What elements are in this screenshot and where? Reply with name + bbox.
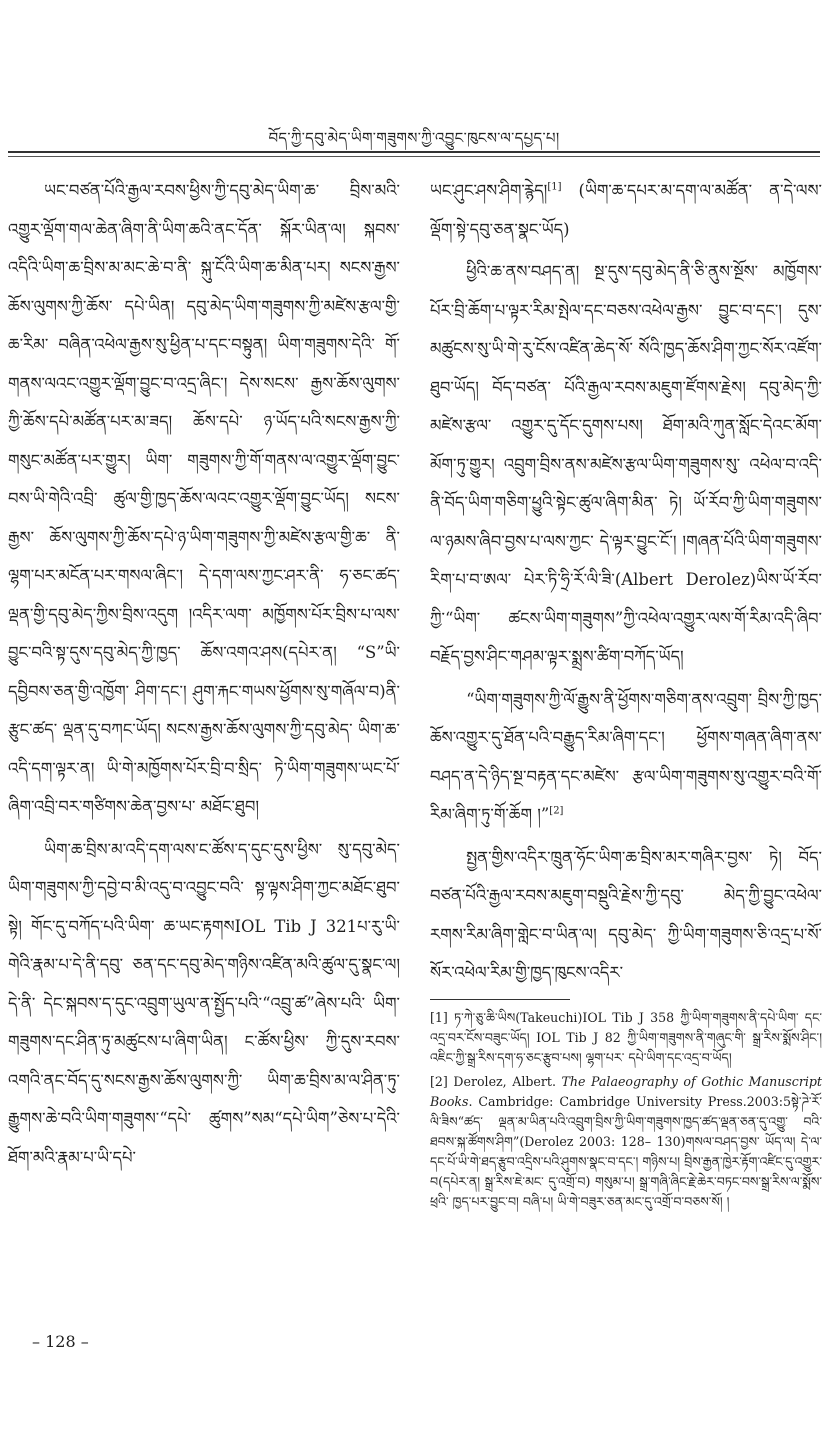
body-paragraph: ཡིག་ཆ་བྲིས་མ་འདི་དག་ལས་ང་ཚོས་ད་དུང་དུས་ཕྱིས་ སུ་དབུ་མེད་ཡིག་གཟུགས་ཀྱི་དབྱེ་བ་མི་འདུ་བ་འབྱུང་བའི་ སྟ་ལྟས་ཤིག་ཀྱང་མཐོང་ཐུབ་སྟེ། གོང་དུ་བཀོད་པའི་ཡིག་ ཆ་ཡང་རྟགསIOL Tib J 321པ་རུ་ཡི་གེའི་རྣམ་པ་དེ་ནི་དབུ་ ཅན་དང་དབུ་མེད་གཉིས་འཛིན་མའི་ཚུལ་དུ་སྣང་ལ། དེ་ནི་ དེང་སྐབས་ད་དུང་འབྲུག་ཡུལ་ན་སྤྱོད་པའི་“འབྲུ་ཚ”ཞེས་པའི་ ཡིག་གཟུགས་དང་ཤིན་ཏུ་མཚུངས་པ་ཞིག་ཡིན། ང་ཚོས་ཕྱིས་ ཀྱི་དུས་རབས་འགའི་ནང་བོད་དུ་སངས་རྒྱས་ཆོས་ལུགས་ཀྱི་ ཡིག་ཆ་བྲིས་མ་ལ་ཤིན་ཏུ་རྒྱུགས་ཆེ་བའི་ཡིག་གཟུགས་“དཔེ་ ཚུགས”སམ“དཔེ་ཡིག”ཅེས་པ་དེའི་ཐོག་མའི་རྣམ་པ་ཡི་དཔེ་	[8, 839, 400, 1167]
footnote-rule	[430, 999, 570, 1000]
page-number: – 128 –	[32, 1332, 89, 1351]
body-paragraph: སྤྱན་གྱིས་འདིར་ཁྲུན་ཧོང་ཡིག་ཆ་བྲིས་མར་གཞིར་བྱས་ ཏེ། བོད་བཙན་པོའི་རྒྱལ་རབས་མཇུག་བསྡུའི་རྗེས་ཀྱི་དབུ་ མེད་ཀྱི་བྱུང་འཕེལ་རགས་རིམ་ཞིག་གླེང་བ་ཡིན་ལ། དབུ་མེད་ ཀྱི་ཡིག་གཟུགས་ཅི་འདྲ་པ་སོ་སོར་འཕེལ་རིམ་གྱི་ཁྱད་ཁུངས་འདིར་	[430, 847, 822, 982]
body-paragraph-continued	[430, 172, 822, 249]
header-rule-thick	[8, 151, 820, 153]
footnote-ref-1[interactable]: [1]	[547, 181, 562, 193]
right-column	[430, 172, 822, 1216]
footnote-ref-2[interactable]: [2]	[549, 805, 564, 817]
left-column	[8, 172, 400, 1181]
paragraph-text: ཡང་ཤུང་ཤས་ཤིག་རྙེད།	[430, 181, 548, 200]
paragraph-text: (ཡིག་ཆ་དཔར་མ་དག་ལ་མཚོན་ ན་དེ་ལས་ལྡོག་སྟེ་དབུ་ཅན་སྣང་ཡོད)	[430, 181, 822, 239]
footnote-body: . Cambridge: Cambridge University Press.2003:5སྟེ་ཌེ་རོ་ལི་ཟིས“ཚད་ ལྡན་མ་ཡིན་པའི་འབྲུག་བྲིས་ཀྱི་ཡིག་གཟུགས་ཁྱད་ཚད་ལྡན་ཅན་དུ་འགྱུ་ བའི་ཐབས་སྐ་ཚོགས་ཤིག”(Derolez 2003: 128– 130)གསལ་བཤད་བྱས་ ཡོད་ལ། དེ་ལ་དང་པོ་ཡི་གེ་ཐད་རྩུབ་འདྲིས་པའི་ཤུགས་སྣང་བ་དང་། གཉིས་པ། བྲིས་རྒྱན་ཁྱེར་རྟོག་འཛིང་དུ་འགྱུར་བ(དཔེར་ན། སྒྲ་རིས་ཇེ་མང་ དུ་འགྲོ་བ) གསུམ་པ། སྒྲ་གཞི་ཞིང་རྗེ་ཆེར་བཏང་བས་སྒྲ་རིས་ལ་སྨོས་ཕྲའི་ ཁྱད་པར་བྱུང་བ། བཞི་པ། ཡི་གེ་བཟུར་ཅན་མང་དུ་འགྲོ་བ་བཅས་སོ། །	[430, 1093, 822, 1209]
footnote-author: [2] Derolez, Albert.	[430, 1073, 562, 1089]
running-header: བོད་ཀྱི་དབུ་མེད་ཡིག་གཟུགས་ཀྱི་འབྱུང་ཁུངས་ལ་དཔྱད་པ།	[268, 129, 560, 147]
header-rule-thin	[8, 156, 820, 157]
footnote-2	[430, 1072, 822, 1212]
body-paragraph: ཕྱིའི་ཆ་ནས་བཤད་ན། སྔ་དུས་དབུ་མེད་ནི་ཅི་ནུས་སྔོས་ མཁྱོགས་པོར་བྲི་ཆོག་པ་ལྟར་རིམ་སྤེལ་དང་བཅས་འཕེལ་རྒྱས་ བྱུང་བ་དང་། དུས་མཚུངས་སུ་ཡི་གེ་རུ་ངོས་འཛིན་ཆེད་སོ་ སོའི་ཁྱད་ཆོས་ཤིག་ཀྱང་སོར་འཛོག་ཐུབ་ཡོད། བོད་བཙན་ པོའི་རྒྱལ་རབས་མཇུག་ཛོགས་རྗེས། དབུ་མེད་ཀྱི་མཛེས་རྩལ་ འགྱུར་དུ་དོང་དུགས་པས། ཐོག་མའི་ཀུན་སློང་དེའང་མོག་ མོག་ཏུ་གྱུར། འབྲུག་བྲིས་ནས་མཛེས་རྩལ་ཡིག་གཟུགས་སུ་ འཕེལ་བ་འདི་ནི་བོད་ཡིག་གཅིག་ཕྱུའི་སྟེང་ཚུལ་ཞིག་མིན་ ཏེ། ཡོ་རོབ་ཀྱི་ཡིག་གཟུགས་ལ་ཉམས་ཞིབ་བྱས་པ་ལས་ཀྱང་ དེ་ལྟར་བྱུང་ངོ་། །གཞན་པོའི་ཡིག་གཟུགས་རིག་པ་བ་ཨལ་ པེར་ཏི་ཧྲི་རོ་ལི་ཟི་(Albert Derolez)ཡིས་ཡོ་རོབ་ཀྱི་“ཡིག་ ཚངས་ཡིག་གཟུགས”ཀྱི་འཕེལ་འགྱུར་ལས་གོ་རིམ་འདི་ཞིབ་ བརྗོད་བྱས་ཤིང་གཤམ་ལྟར་སྨྲས་ཚིག་བཀོད་ཡོད།	[430, 262, 822, 666]
quote-text: “ཡིག་གཟུགས་ཀྱི་ལོ་རྒྱུས་ནི་ཕྱོགས་གཅིག་ནས་འབྲུག་ བྲིས་ཀྱི་ཁྱད་ཆོས་འགྱུར་དུ་ཐོན་པའི་བརྒྱུད་རིམ་ཞིག་དང་། ཕྱོགས་གཞན་ཞིག་ནས་བཤད་ན་དེ་ཉིད་སྔ་བརྟན་དང་མཛེས་ རྩལ་ཡིག་གཟུགས་སུ་འགྱུར་བའི་གོ་རིམ་ཞིག་ཏུ་གོ་ཆོག །”	[430, 689, 822, 824]
body-paragraph: ཡང་བཙན་པོའི་རྒྱལ་རབས་ཕྱིས་ཀྱི་དབུ་མེད་ཡིག་ཆ་ བྲིས་མའི་འགྱུར་ལྡོག་གལ་ཆེན་ཞིག་ནི་ཡིག་ཆའི་ནང་དོན་ སྐོར་ཡིན་ལ། སྐབས་འདིའི་ཡིག་ཆ་བྲིས་མ་མང་ཆེ་བ་ནི་ སྐུ་ངོའི་ཡིག་ཆ་མིན་པར། སངས་རྒྱས་ཆོས་ལུགས་ཀྱི་ཆོས་ དཔེ་ཡིན། དབུ་མེད་ཡིག་གཟུགས་ཀྱི་མཛེས་རྩལ་གྱི་ཆ་རིམ་ བཞིན་འཕེལ་རྒྱས་སུ་ཕྱིན་པ་དང་བསྟུན། ཡིག་གཟུགས་དེའི་ གོ་གནས་ལའང་འགྱུར་ལྡོག་བྱུང་བ་འདྲ་ཞིང་། དེས་སངས་ རྒྱས་ཆོས་ལུགས་ཀྱི་ཆོས་དཔེ་མཚོན་པར་མ་ཟད། ཆོས་དཔེ་ ཉ་ཡོད་པའི་སངས་རྒྱས་ཀྱི་གསུང་མཚོན་པར་གྱུར། ཡིག་ གཟུགས་ཀྱི་གོ་གནས་ལ་འགྱུར་ལྡོག་བྱུང་བས་ཡི་གེའི་འབྲི་ ཚུལ་གྱི་ཁྱད་ཆོས་ལའང་འགྱུར་ལྡོག་བྱུང་ཡོད། སངས་རྒྱས་ ཆོས་ལུགས་ཀྱི་ཆོས་དཔེ་ཉ་ཡིག་གཟུགས་ཀྱི་མཛེས་རྩལ་གྱི་ཆ་ ནི་ལྷག་པར་མངོན་པར་གསལ་ཞིང་། དེ་དག་ལས་ཀྱང་ཤར་ནི་ ཧ་ཅང་ཚད་ལྡན་གྱི་དབུ་མེད་ཀྱིས་བྲིས་འདུག །འདིར་ལག་ མཁྱོགས་པོར་བྲིས་པ་ལས་བྱུང་བའི་སྟ་དུས་དབུ་མེད་ཀྱི་ཁྱད་ ཆོས་འགའ་ཤས(དཔེར་ན། “S”ཡི་དབྱིབས་ཅན་གྱི་འཁྱོག་ ཤིག་དང་། ཤུག་རྐང་གཡས་ཕྱོགས་སུ་གཞོལ་བ)ནི་རྩུང་ཚད་ ལྡན་དུ་བཀང་ཡོད། སངས་རྒྱས་ཆོས་ལུགས་ཀྱི་དབུ་མེད་ ཡིག་ཆ་འདི་དག་ལྟར་ན། ཡི་གེ་མཁྱོགས་པོར་བྲི་བ་སྲིད་ ཏེ་ཡིག་གཟུགས་ཡང་པོ་ཞིག་འབྲི་བར་གཙིགས་ཆེན་བྱས་པ་ མཐོང་ཐུབ།	[8, 181, 400, 816]
footnote-1: [1] ཏ་ཀེ་ཅུ་ཆི་ཡིས(Takeuchi)IOL Tib J 358 ཀྱི་ཡིག་གཟུགས་ནི་དཔེ་ཡིག་ དང་འདྲ་བར་ངོས་བཟུང་ཡོད། IOL Tib J 82 ཀྱི་ཡིག་གཟུགས་ནི་གཞུང་གི་ སྒྲ་རིས་སྨོས་ཤིང་། འཇིང་ཀྱི་སྒྲ་རིས་དག་ཧ་ཅང་རྩུབ་པས། ལྷག་པར་ དཔེ་ཡིག་དང་འདྲ་བ་ཡོད།	[430, 1009, 822, 1065]
footnote-book-title: The Palaeography of Gothic Manuscript Books	[430, 1073, 822, 1109]
block-quote	[430, 681, 822, 835]
